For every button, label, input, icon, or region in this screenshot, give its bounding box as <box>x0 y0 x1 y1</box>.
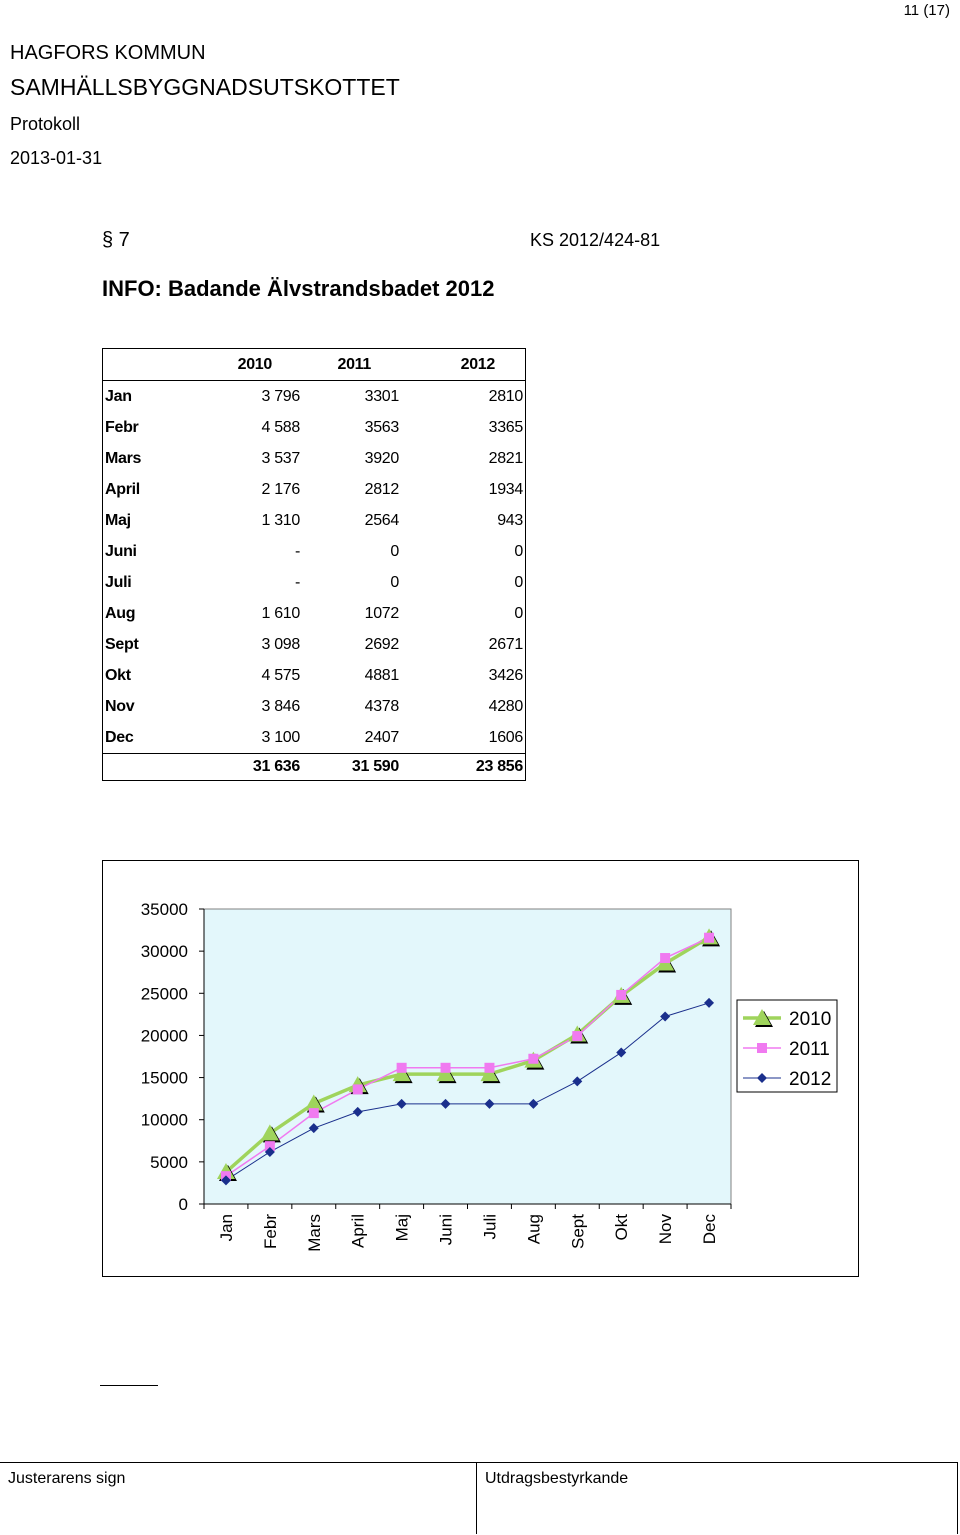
certification-cell <box>477 1463 957 1534</box>
signature-label: Justerarens sign <box>8 1470 126 1487</box>
x-tick-label: Mars <box>304 1214 324 1252</box>
month-cell: Maj <box>103 505 207 536</box>
value-2011-cell: 2812 <box>364 481 399 498</box>
table-row <box>103 443 526 474</box>
legend-label: 2010 <box>789 1009 832 1030</box>
data-point-2011 <box>660 953 670 963</box>
month-cell: Mars <box>103 443 207 474</box>
data-point-2011 <box>397 1063 407 1073</box>
month-cell: Febr <box>103 412 207 443</box>
data-point-2011 <box>572 1031 582 1041</box>
y-tick-label: 35000 <box>140 900 188 919</box>
total-2010: 31 636 <box>206 754 302 781</box>
value-2011-cell: 4881 <box>364 667 399 684</box>
data-point-2011 <box>484 1063 494 1073</box>
y-tick-label: 30000 <box>140 942 188 962</box>
value-2012-cell: 2810 <box>401 381 526 413</box>
section-title: INFO: Badande Älvstrandsbadet 2012 <box>102 276 495 301</box>
x-tick-label: Febr <box>260 1214 280 1249</box>
data-point-2011 <box>616 990 626 1000</box>
data-point-2011 <box>528 1054 538 1064</box>
column-header-2011: 2011 <box>302 349 401 381</box>
x-tick-label: Nov <box>656 1214 676 1245</box>
table-row <box>103 722 526 754</box>
value-2012-cell: 0 <box>401 567 526 598</box>
y-tick-label: 10000 <box>140 1110 188 1130</box>
value-2012-cell: 1606 <box>401 722 526 754</box>
value-2012-cell: 2671 <box>401 629 526 660</box>
chart-frame <box>102 860 859 1277</box>
value-2012-cell: 3365 <box>401 412 526 443</box>
table-row <box>103 536 526 567</box>
legend-label: 2011 <box>789 1039 830 1060</box>
certification-label: Utdragsbestyrkande <box>485 1470 629 1487</box>
table-row <box>103 598 526 629</box>
column-header-2012: 2012 <box>401 349 526 381</box>
total-label-empty <box>103 754 207 781</box>
total-2012: 23 856 <box>401 754 526 781</box>
x-tick-label: Sept <box>568 1214 588 1249</box>
value-2011-cell: 0 <box>390 574 399 591</box>
value-2011-cell: 4378 <box>364 698 399 715</box>
table-header-empty <box>103 349 207 381</box>
section-number: § 7 <box>102 229 130 251</box>
value-2011-cell: 2692 <box>364 636 399 653</box>
month-cell: Nov <box>103 691 207 722</box>
value-2012-cell: 0 <box>401 536 526 567</box>
page-number: 11 (17) <box>903 2 950 19</box>
table-row <box>103 381 526 413</box>
table-row <box>103 629 526 660</box>
month-cell: April <box>103 474 207 505</box>
value-2011-cell: 3301 <box>364 388 399 405</box>
y-tick-label: 0 <box>178 1195 188 1214</box>
value-2010-cell: 1 310 <box>261 512 300 529</box>
footer <box>0 1462 958 1534</box>
value-2012-cell: 943 <box>401 505 526 536</box>
value-2010-cell: - <box>294 543 300 560</box>
value-2010-cell: 3 846 <box>261 698 300 715</box>
committee-name: SAMHÄLLSBYGGNADSUTSKOTTET <box>10 74 400 100</box>
x-tick-label: Okt <box>612 1214 632 1241</box>
data-point-2011 <box>353 1084 363 1094</box>
column-header-2010: 2010 <box>206 349 302 381</box>
table-row <box>103 691 526 722</box>
value-2011-cell: 3563 <box>364 419 399 436</box>
value-2010-cell: 3 098 <box>261 636 300 653</box>
value-2010-cell: 3 537 <box>261 450 300 467</box>
table-header-row <box>103 349 526 381</box>
document-date: 2013-01-31 <box>10 148 103 168</box>
month-cell: Sept <box>103 629 207 660</box>
data-point-2011 <box>441 1063 451 1073</box>
x-tick-label: Jan <box>216 1214 236 1242</box>
month-cell: Dec <box>103 722 207 754</box>
x-tick-label: Maj <box>392 1214 412 1242</box>
value-2011-cell: 2564 <box>364 512 399 529</box>
x-tick-label: Aug <box>524 1214 544 1245</box>
plot-area <box>204 909 731 1204</box>
x-tick-label: Juli <box>480 1214 500 1240</box>
signature-cell <box>0 1463 477 1534</box>
footer-edge <box>957 1463 958 1534</box>
value-2012-cell: 2821 <box>401 443 526 474</box>
value-2011-cell: 2407 <box>364 729 399 746</box>
month-cell: Jan <box>103 381 207 413</box>
table-row <box>103 505 526 536</box>
legend-label: 2012 <box>789 1069 832 1090</box>
value-2010-cell: 1 610 <box>261 605 300 622</box>
value-2012-cell: 4280 <box>401 691 526 722</box>
y-tick-label: 5000 <box>150 1152 188 1172</box>
table-row <box>103 660 526 691</box>
value-2010-cell: - <box>294 574 300 591</box>
value-2010-cell: 3 796 <box>261 388 300 405</box>
value-2011-cell: 0 <box>390 543 399 560</box>
value-2011-cell: 1072 <box>364 605 399 622</box>
month-cell: Okt <box>103 660 207 691</box>
table-total-row <box>103 754 526 781</box>
x-tick-label: Juni <box>436 1214 456 1246</box>
data-point-2011 <box>309 1108 319 1118</box>
organization-name: HAGFORS KOMMUN <box>10 42 206 64</box>
y-tick-label: 15000 <box>140 1068 188 1088</box>
table-row <box>103 474 526 505</box>
value-2010-cell: 2 176 <box>261 481 300 498</box>
value-2010-cell: 4 588 <box>261 419 300 436</box>
value-2010-cell: 4 575 <box>261 667 300 684</box>
month-cell: Juni <box>103 536 207 567</box>
total-2011: 31 590 <box>302 754 401 781</box>
y-tick-label: 20000 <box>140 1026 188 1046</box>
x-tick-label: Dec <box>700 1214 720 1245</box>
table-row <box>103 567 526 598</box>
value-2011-cell: 3920 <box>364 450 399 467</box>
value-2012-cell: 1934 <box>401 474 526 505</box>
x-tick-label: April <box>348 1214 368 1249</box>
table-row <box>103 412 526 443</box>
value-2012-cell: 3426 <box>401 660 526 691</box>
visitor-table <box>102 348 526 781</box>
data-point-2011 <box>704 933 714 943</box>
value-2012-cell: 0 <box>401 598 526 629</box>
document-type: Protokoll <box>10 114 81 134</box>
chart <box>103 861 858 1276</box>
month-cell: Aug <box>103 598 207 629</box>
case-number: KS 2012/424-81 <box>530 230 661 250</box>
month-cell: Juli <box>103 567 207 598</box>
y-tick-label: 25000 <box>140 984 188 1004</box>
legend-marker <box>757 1043 767 1053</box>
underline-mark <box>100 1385 158 1386</box>
value-2010-cell: 3 100 <box>261 729 300 746</box>
